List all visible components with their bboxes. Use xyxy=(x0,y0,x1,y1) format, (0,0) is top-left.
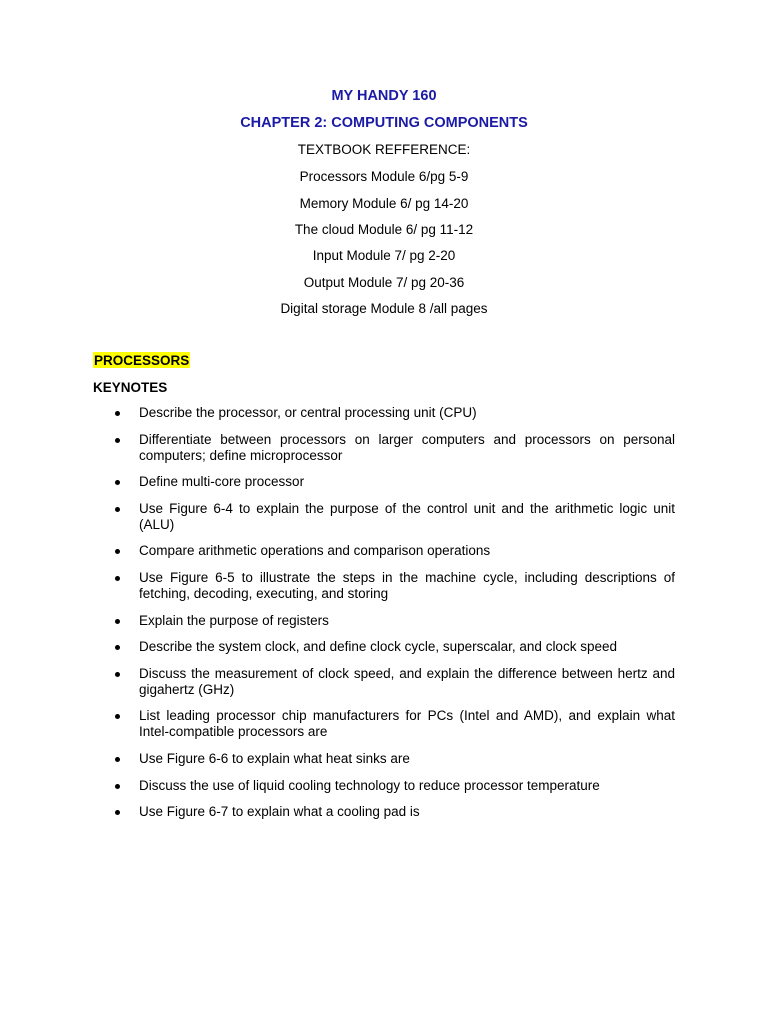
bullet-icon xyxy=(115,810,120,815)
list-item xyxy=(115,666,675,698)
list-item xyxy=(115,751,675,767)
section-heading-text: PROCESSORS xyxy=(94,353,190,368)
list-item-text: Use Figure 6-6 to explain what heat sinks are xyxy=(139,750,410,766)
list-item xyxy=(115,639,675,655)
list-item xyxy=(115,501,675,533)
reference-item: Digital storage Module 8 /all pages xyxy=(280,301,488,316)
section-heading xyxy=(93,353,190,369)
reference-item: Input Module 7/ pg 2-20 xyxy=(312,248,456,263)
list-item xyxy=(115,804,675,820)
bullet-icon xyxy=(115,672,120,677)
reference-item: Processors Module 6/pg 5-9 xyxy=(299,169,469,184)
list-item-text: Describe the processor, or central processing unit (CPU) xyxy=(139,405,477,420)
bullet-icon xyxy=(115,411,120,416)
list-item xyxy=(115,432,675,464)
bullet-icon xyxy=(115,438,120,443)
document-title: MY HANDY 160 xyxy=(331,88,437,104)
list-item xyxy=(115,543,675,559)
list-item xyxy=(115,405,675,421)
bullet-icon xyxy=(115,549,120,554)
list-item xyxy=(115,474,675,490)
list-item-text: Describe the system clock, and define clock cycle, superscalar, and clock speed xyxy=(139,639,617,655)
bullet-icon xyxy=(115,507,120,512)
bullet-icon xyxy=(115,784,120,789)
list-item xyxy=(115,613,675,629)
list-item xyxy=(115,778,675,794)
reference-label: TEXTBOOK REFFERENCE: xyxy=(297,142,471,157)
list-item-text: Differentiate between processors on larger computers and processors on personal computers; define microprocessor xyxy=(139,431,675,463)
list-item-text: Define multi-core processor xyxy=(139,474,305,490)
list-item xyxy=(115,570,675,602)
bullet-icon xyxy=(115,576,120,581)
list-item xyxy=(115,708,675,740)
list-item-text: Use Figure 6-4 to explain the purpose of the control unit and the arithmetic logic unit (ALU) xyxy=(139,500,675,532)
list-item-text: Use Figure 6-5 to illustrate the steps in the machine cycle, including descriptions of fetching, decoding, executing, and storing xyxy=(139,569,675,601)
reference-item: The cloud Module 6/ pg 11-12 xyxy=(294,222,474,237)
reference-item: Memory Module 6/ pg 14-20 xyxy=(299,196,469,211)
reference-item: Output Module 7/ pg 20-36 xyxy=(303,275,465,290)
section-subheading: KEYNOTES xyxy=(93,380,168,395)
bullet-icon xyxy=(115,714,120,719)
list-item-text: Use Figure 6-7 to explain what a cooling pad is xyxy=(139,804,420,820)
chapter-title: CHAPTER 2: COMPUTING COMPONENTS xyxy=(240,115,528,131)
list-item-text: Discuss the use of liquid cooling technology to reduce processor temperature xyxy=(139,777,600,793)
keynotes-list xyxy=(115,405,675,831)
bullet-icon xyxy=(115,757,120,762)
list-item-text: Discuss the measurement of clock speed, and explain the difference between hertz and gigahertz (GHz) xyxy=(139,665,675,697)
list-item-text: List leading processor chip manufacturers for PCs (Intel and AMD), and explain what Intel-compatible processors are xyxy=(139,708,675,740)
bullet-icon xyxy=(115,645,120,650)
bullet-icon xyxy=(115,480,120,485)
bullet-icon xyxy=(115,619,120,624)
list-item-text: Explain the purpose of registers xyxy=(139,612,329,628)
list-item-text: Compare arithmetic operations and comparison operations xyxy=(139,543,491,559)
